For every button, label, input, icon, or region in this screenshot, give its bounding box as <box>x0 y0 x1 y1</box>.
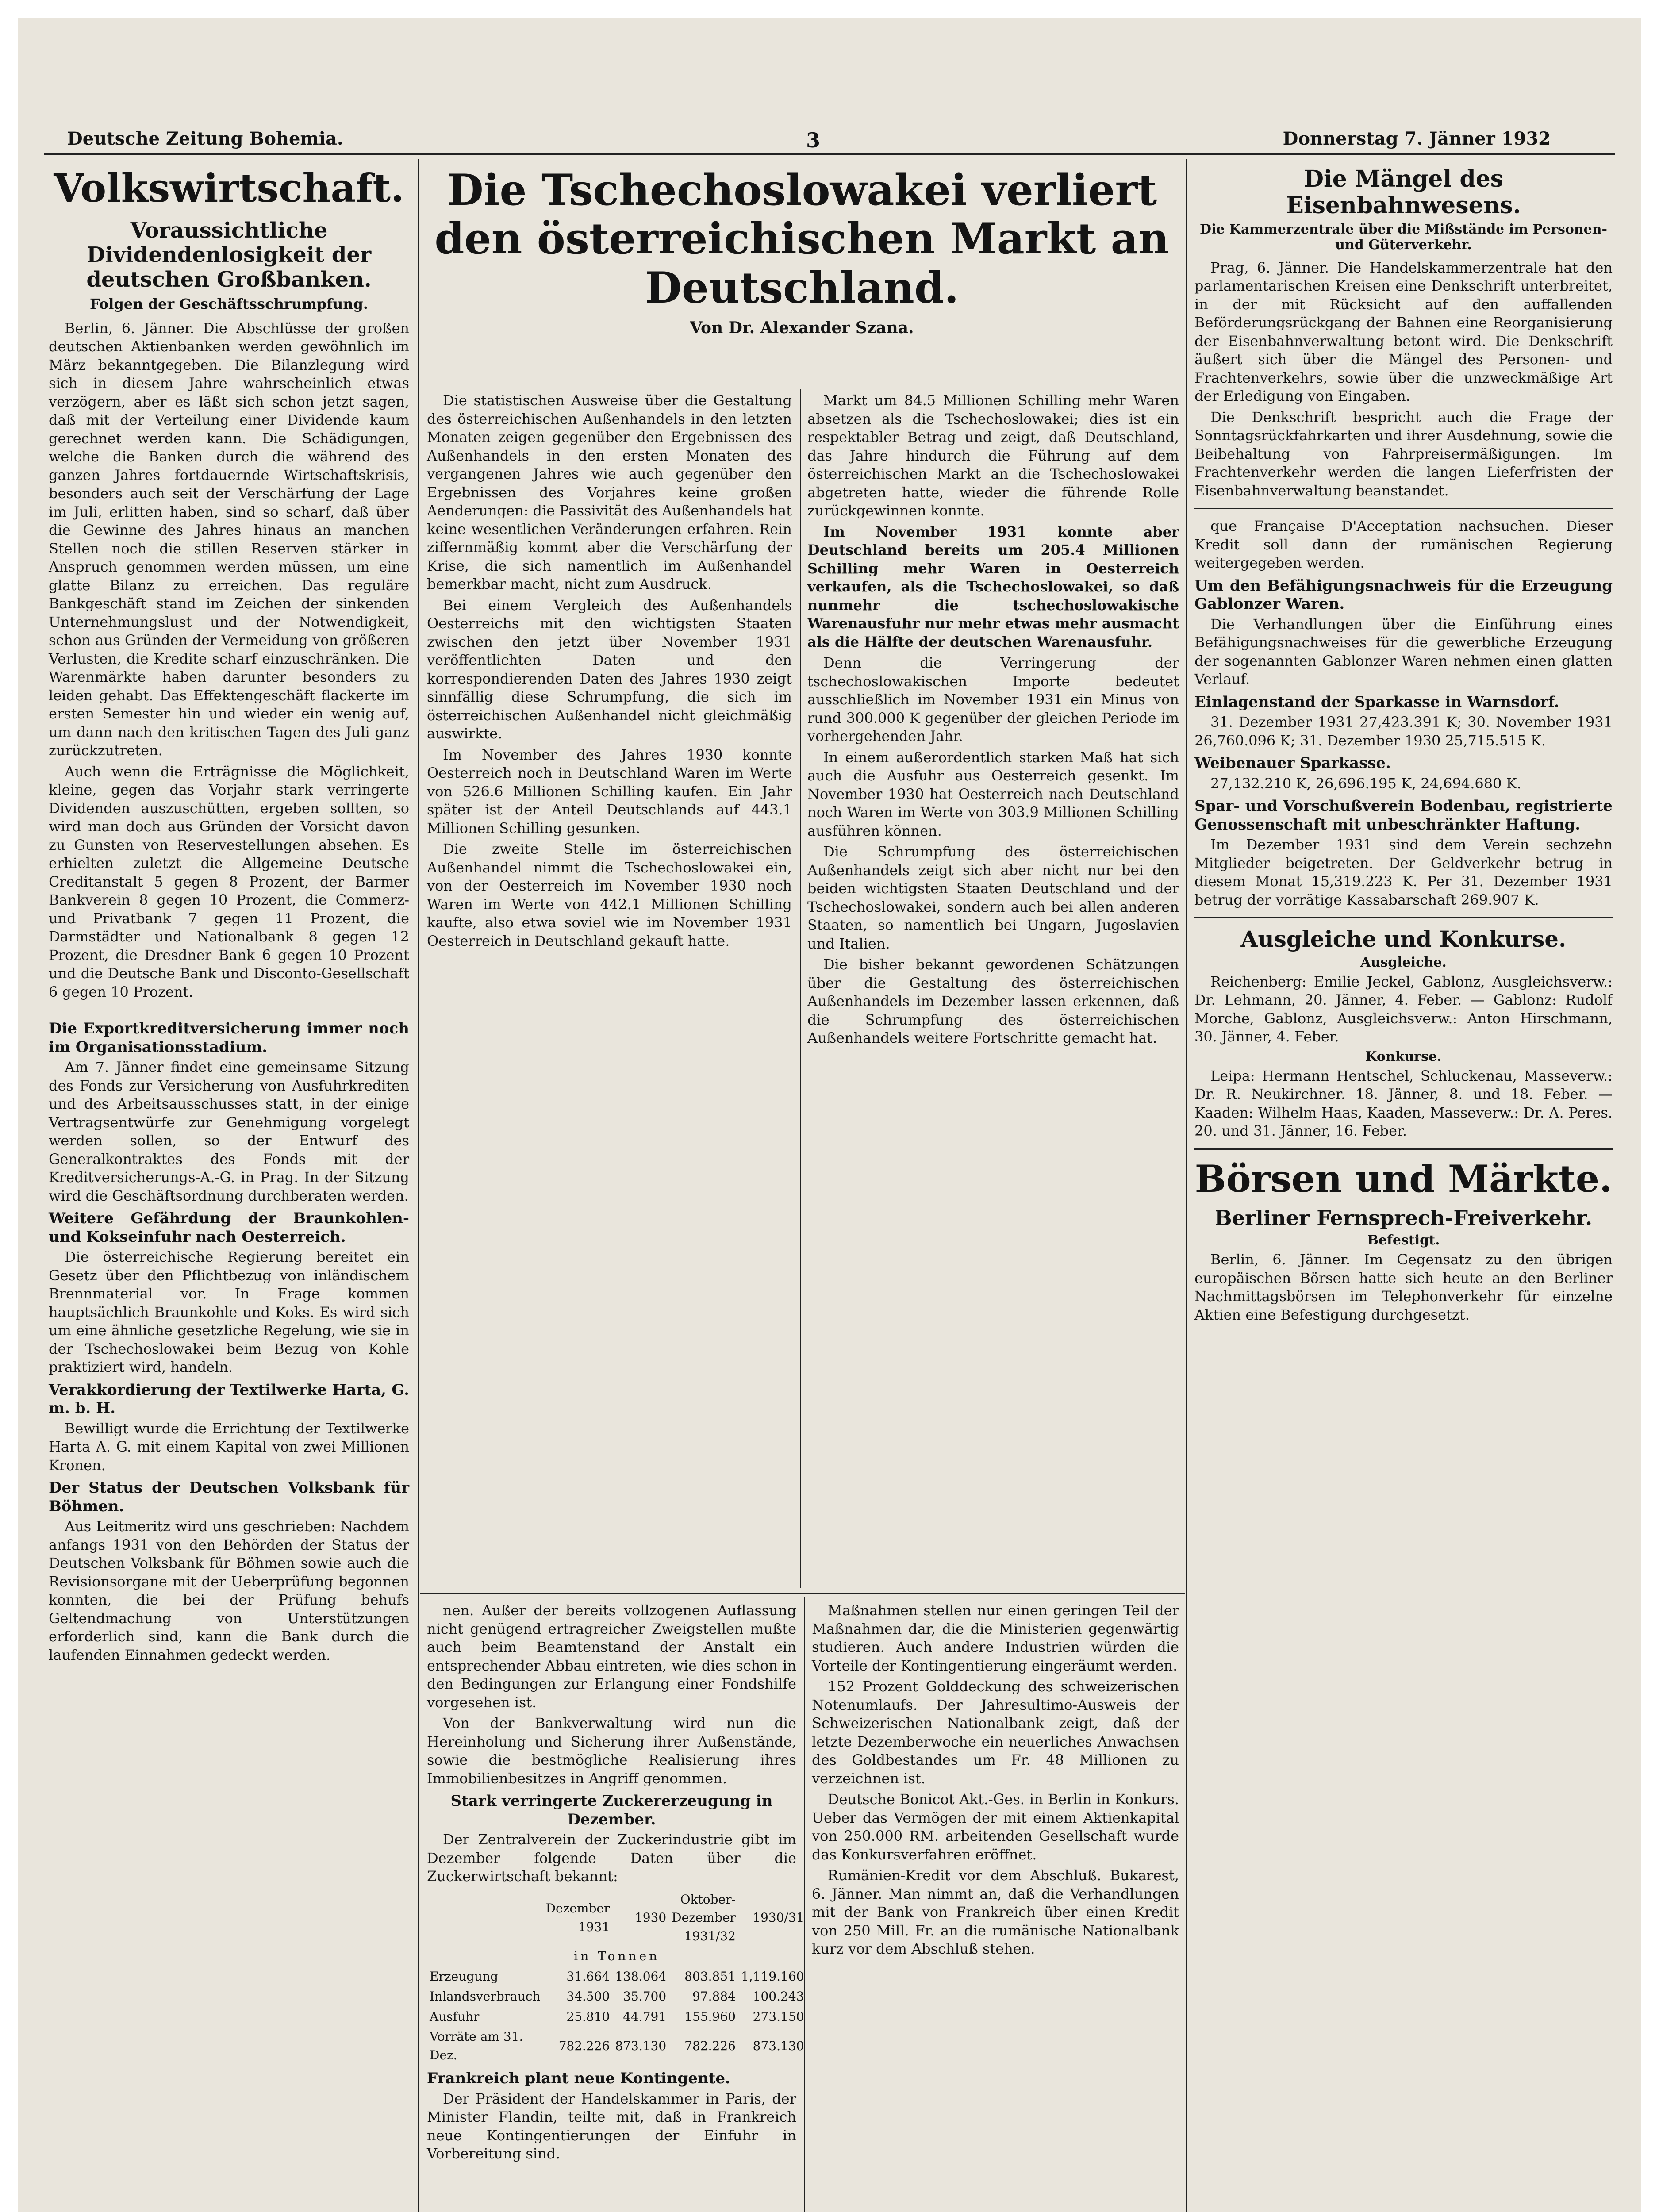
table-cell: Inlandsverbrauch <box>430 1989 541 2004</box>
item-heading: Weitere Gefährdung der Braunkohlen- und Kokseinfuhr nach Oesterreich. <box>49 1210 409 1246</box>
paragraph: Denn die Verringerung der tschechoslowakischen Importe bedeutet ausschließlich im November 1931 ein Minus von rund 300.000 K gegenüber der gleichen Periode im vorhergehenden Jahr. <box>807 654 1179 745</box>
konkurse-text: Leipa: Hermann Hentschel, Schluckenau, Masseverw.: Dr. R. Neukirchner. 18. Jänner, 8. und 18. Feber. — Kaaden: Wilhelm Haas, Kaaden, Masseverw.: Dr. A. Peres. 20. und 31. Jänner, 16. Feber. <box>1194 1067 1613 1140</box>
news-item <box>49 1479 409 1664</box>
table-cell: 97.884 <box>692 1989 736 2004</box>
table-cell: Erzeugung <box>430 1969 499 1984</box>
column-rule-2 <box>1186 159 1187 2212</box>
news-item <box>1194 693 1613 750</box>
table-cell: 782.226 <box>684 2038 736 2053</box>
left-column <box>49 166 409 2212</box>
table-cell: 35.700 <box>623 1989 667 2004</box>
table-header: 1930/31 <box>753 1910 804 1925</box>
middle-column-rule <box>800 389 801 1588</box>
table-cell: 34.500 <box>566 1989 610 2004</box>
section-divider <box>1194 917 1613 918</box>
masthead-left: Deutsche Zeitung Bohemia. <box>67 128 343 149</box>
table-header <box>427 1889 543 1947</box>
paragraph: Im November 1931 konnte aber Deutschland bereits um 205.4 Millionen Schilling mehr Waren in Oesterreich verkaufen, als die Tschechoslowakei, so daß nunmehr die tschechoslowakische Warenausfuhr nur mehr etwas mehr ausmacht als die Hälfte der deutschen Warenausfuhr. <box>807 523 1179 650</box>
eisenbahn-subtitle: Die Kammerzentrale über die Mißstände im Personen- und Güterverkehr. <box>1199 221 1608 253</box>
item-text: Im Dezember 1931 sind dem Verein sechzehn Mitglieder beigetreten. Der Geldverkehr betrug in diesem Monat 15,319.223 K. Per 31. Dezember 1931 betrug der vorrätige Kassabarschaft 269.907 K. <box>1194 836 1613 908</box>
table-cell: Vorräte am 31. Dez. <box>430 2029 523 2062</box>
table-cell: 803.851 <box>684 1969 736 1984</box>
item-text: Am 7. Jänner findet eine gemeinsame Sitzung des Fonds zur Versicherung von Ausfuhrkrediten und des Arbeitsausschusses statt, in der einige Vertragsentwürfe zur Genehmigung vorgelegt werden sollen, so der Entwurf des Generalkontraktes des Fonds mit der Kreditversicherungs-A.-G. in Prag. In der Sitzung wird die Geschäftsordnung durchberaten werden. <box>49 1059 409 1204</box>
table-unit-row <box>427 1946 806 1966</box>
news-item <box>49 1020 409 1205</box>
table-row <box>427 1986 806 2007</box>
paragraph: Die statistischen Ausweise über die Gestaltung des österreichischen Außenhandels in den letzten Monaten zeigen gegenüber den Ergebnissen des Außenhandels in den ersten Monaten des vergangenen Jahres wie auch gegenüber den Ergebnissen des Vorjahres keine großen Aenderungen: die Passivität des Außenhandels hat keine wesentlichen Veränderungen erfahren. Rein ziffernmäßig kommt aber die Verschärfung der Krise, die sich namentlich im Außenhandel bemerkbar macht, nicht zum Ausdruck. <box>427 392 792 592</box>
boersen-title: Börsen und Märkte. <box>1194 1156 1613 1201</box>
paragraph: Die zweite Stelle im österreichischen Außenhandel nimmt die Tschechoslowakei ein, von der Oesterreich im November 1930 noch Waren im Werte von 442.1 Millionen Schilling kaufte, also etwa soviel wie im November 1931 Oesterreich in Deutschland gekauft hatte. <box>427 841 792 949</box>
frankreich-text: Der Präsident der Handelskammer in Paris, der Minister Flandin, teilte mit, daß in Frankreich neue Kontingentierungen der Einfuhr in Vorbereitung sind. <box>427 2090 796 2162</box>
sugar-table <box>427 1889 806 2066</box>
section-divider <box>1194 508 1613 509</box>
zucker-intro: Der Zentralverein der Zuckerindustrie gibt im Dezember folgende Daten über die Zuckerwirtschaft bekannt: <box>427 1831 796 1885</box>
news-item <box>49 1381 409 1475</box>
ausgleiche-text: Reichenberg: Emilie Jeckel, Gablonz, Ausgleichsverw.: Dr. Lehmann, 20. Jänner, 4. Feber. — Gablonz: Rudolf Morche, Gablonz, Ausgleichsverw.: Anton Hirschmann, 30. Jänner, 4. Feber. <box>1194 973 1613 1045</box>
konkurse-subtitle: Konkurse. <box>1365 1048 1442 1064</box>
table-cell: 25.810 <box>566 2009 610 2024</box>
item-text: 27,132.210 K, 26,696.195 K, 24,694.680 K. <box>1210 775 1521 792</box>
main-article-title: Die Tschechoslowakei verliert den österreichischen Markt an Deutschland. <box>434 165 1169 313</box>
paragraph: nen. Außer der bereits vollzogenen Auflassung nicht genügend ertragreicher Zweigstellen mußte auch beim Beamtenstand der Anstalt ein entsprechender Abbau eintreten, wie dies schon in den Bedingungen zur Erlangung einer Fondshilfe vorgesehen ist. <box>427 1602 796 1711</box>
table-header: 1930 <box>634 1910 667 1925</box>
right-column <box>1194 166 1613 2212</box>
table-cell: 44.791 <box>623 2009 667 2024</box>
item-heading: Spar- und Vorschußverein Bodenbau, registrierte Genossenschaft mit unbeschränkter Haftung. <box>1194 797 1613 833</box>
eisenbahn-title: Die Mängel des Eisenbahnwesens. <box>1286 165 1521 219</box>
item-heading: Weibenauer Sparkasse. <box>1194 754 1391 772</box>
paragraph: Die bisher bekannt gewordenen Schätzungen über die Gestaltung des österreichischen Außenhandels im Dezember lassen erkennen, daß die Schrumpfung des österreichischen Außenhandels weitere Fortschritte gemacht hat. <box>807 956 1179 1046</box>
item-text: Bewilligt wurde die Errichtung der Textilwerke Harta A. G. mit einem Kapital von zwei Millionen Kronen. <box>49 1420 409 1474</box>
paragraph: Von der Bankverwaltung wird nun die Hereinholung und Sicherung ihrer Außenstände, sowie die bestmögliche Realisierung ihres Immobilienbesitzes in Angriff genommen. <box>427 1715 796 1787</box>
table-header: Oktober-Dezember 1931/32 <box>672 1892 736 1943</box>
table-row <box>427 2007 806 2027</box>
item-text: Die österreichische Regierung bereitet ein Gesetz über den Pflichtbezug von inländischem Brennmaterial vor. In Frage kommen hauptsächlich Braunkohle und Koks. Es wird sich um eine ähnliche gesetzliche Regelung, wie sie in der Tschechoslowakei beim Bezug von Kohle praktiziert wird, handeln. <box>49 1248 409 1376</box>
paragraph: 152 Prozent Golddeckung des schweizerischen Notenumlaufs. Der Jahresultimo-Ausweis der Schweizerischen Nationalbank zeigt, daß der letzte Dezemberwoche ein neuerliches Anwachsen des Goldbestandes um Fr. 48 Millionen zu verzeichnen ist. <box>812 1678 1179 1787</box>
news-item <box>49 1210 409 1377</box>
item-text: Die Verhandlungen über die Einführung eines Befähigungsnachweises für die gewerbliche Erzeugung der sogenannten Gablonzer Waren nehmen einen glatten Verlauf. <box>1194 615 1613 688</box>
paragraph: Maßnahmen stellen nur einen geringen Teil der Maßnahmen dar, die die Ministerien gegenwärtig studieren. Auch andere Industrien würden die Vorteile der Kontingentierung eingeräumt werden. <box>812 1602 1179 1674</box>
table-header-row <box>427 1889 806 1947</box>
frankreich-heading: Frankreich plant neue Kontingente. <box>427 2070 730 2087</box>
news-item <box>1194 754 1613 793</box>
page-number: 3 <box>806 128 821 152</box>
item-heading: Verakkordierung der Textilwerke Harta, G. m. b. H. <box>49 1381 409 1417</box>
item-text: 31. Dezember 1931 27,423.391 K; 30. November 1931 26,760.096 K; 31. Dezember 1930 25,715.515 K. <box>1194 714 1613 749</box>
section-divider <box>1194 1148 1613 1150</box>
table-row <box>427 1966 806 1987</box>
news-item <box>1194 797 1613 909</box>
paragraph: Berlin, 6. Jänner. Die Abschlüsse der großen deutschen Aktienbanken werden gewöhnlich im März bekanntgegeben. Die Bilanzlegung wird sich in diesem Jahre wahrscheinlich etwas verzögern, aber es läßt sich schon jetzt sagen, daß mit der Verteilung einer Dividende kaum gerechnet werden kann. Die Schädigungen, welche die Banken durch die während des ganzen Jahres fortdauernde Wirtschaftskrisis, besonders auch seit der Verschärfung der Lage im Juli, erlitten haben, sind so scharf, daß über die Gewinne des Jahres hinaus an manchen Stellen noch die stillen Reserven stärker in Anspruch genommen werden müssen, um eine glatte Bilanz zu erreichen. Das reguläre Bankgeschäft stand im Zeichen der sinkenden Unternehmungslust und der Notwendigkeit, schon aus Gründen der Vermeidung von größeren Verlusten, die Kredite scharf einzuschränken. Die Warenmärkte haben darunter besonders zu leiden gehabt. Das Effektengeschäft flackerte im ersten Semester hin und wieder ein wenig auf, um dann nach den kritischen Tagen des Juli ganz zurückzutreten. <box>49 319 409 759</box>
item-text: Aus Leitmeritz wird uns geschrieben: Nachdem anfangs 1931 von den Behörden der Status der Deutschen Volksbank für Böhmen sowie auch die Revisionsorgane mit der Ueberprüfung begonnen konnten, die bei der Prüfung behufs Geltendmachung von Unterstützungen erforderlich sind, kann die Bank durch die laufenden Einnahmen gedeckt werden. <box>49 1518 409 1663</box>
fernsprech-subtitle: Befestigt. <box>1367 1233 1440 1248</box>
item-heading: Der Status der Deutschen Volksbank für Böhmen. <box>49 1479 409 1515</box>
paragraph: In einem außerordentlich starken Maß hat sich auch die Ausfuhr aus Oesterreich gesenkt. Im November 1930 hat Oesterreich nach Deutschland noch Waren im Werte von 303.9 Millionen Schilling ausführen können. <box>807 749 1179 839</box>
main-article-column-1 <box>427 392 792 1586</box>
table-cell: Ausfuhr <box>430 2009 480 2024</box>
paragraph: Im November des Jahres 1930 konnte Oesterreich noch in Deutschland Waren im Werte von 526.6 Millionen Schilling kaufen. Ein Jahr später ist der Anteil Deutschlands auf 443.1 Millionen Schilling gesunken. <box>427 746 792 837</box>
ausgleiche-title: Ausgleiche und Konkurse. <box>1240 926 1567 952</box>
eisenbahn-body <box>1194 259 1613 910</box>
paragraph: Markt um 84.5 Millionen Schilling mehr Waren absetzen als die Tschechoslowakei; dies ist ein respektabler Betrag und zeigt, daß Deutschland, das Jahre hindurch die Führung auf dem österreichischen Markt an die Tschechoslowakei abgetreten hatte, wieder die führende Rolle zurückgewinnen konnte. <box>807 392 1179 519</box>
table-cell: 873.130 <box>753 2038 804 2053</box>
paragraph: Auch wenn die Erträgnisse die Möglichkeit, kleine, gegen das Vorjahr stark verringerte Dividenden auszuschütten, ergeben sollten, so wird man doch aus Gründen der Vorsicht davon zu Gunsten von Reservestellungen absehen. Es erhielten zuletzt die Allgemeine Deutsche Creditanstalt 5 gegen 8 Prozent, der Barmer Bankverein 8 gegen 10 Prozent, die Commerz- und Privatbank 7 gegen 11 Prozent, die Darmstädter und Nationalbank 8 gegen 12 Prozent, die Dresdner Bank 6 gegen 10 Prozent und die Deutsche Bank und Disconto-Gesellschaft 6 gegen 10 Prozent. <box>49 763 409 1000</box>
table-row <box>427 2027 806 2065</box>
newspaper-page <box>18 18 1641 2212</box>
table-cell: 782.226 <box>558 2038 610 2053</box>
ausgleiche-subtitle: Ausgleiche. <box>1360 954 1447 970</box>
table-cell: 138.064 <box>615 1969 667 1984</box>
table-cell: 100.243 <box>753 1989 804 2004</box>
lower-middle-column-1 <box>427 1601 804 2212</box>
paragraph: Deutsche Bonicot Akt.-Ges. in Berlin in Konkurs. Ueber das Vermögen der mit einem Aktienkapital von 250.000 RM. arbeitenden Gesellschaft wurde das Konkursverfahren eröffnet. <box>812 1791 1179 1863</box>
main-article-author: Von Dr. Alexander Szana. <box>690 319 914 338</box>
item-heading: Die Exportkreditversicherung immer noch im Organisationsstadium. <box>49 1020 409 1056</box>
table-header: Dezember 1931 <box>545 1901 610 1934</box>
paragraph: que Française D'Acceptation nachsuchen. Dieser Kredit soll dann der rumänischen Regierung weitergegeben werden. <box>1194 518 1613 572</box>
section-title: Volkswirtschaft. <box>54 165 404 211</box>
article-title: Voraussichtliche Dividendenlosigkeit der deutschen Großbanken. <box>86 218 372 292</box>
table-cell: 31.664 <box>566 1969 610 1984</box>
paragraph: Rumänien-Kredit vor dem Abschluß. Bukarest, 6. Jänner. Man nimmt an, daß die Verhandlungen mit der Bank von Frankreich über einen Kredit von 250 Mill. Fr. an die rumänische Nationalbank kurz vor dem Abschluß stehen. <box>812 1867 1179 1957</box>
item-heading: Einlagenstand der Sparkasse in Warnsdorf. <box>1194 693 1559 711</box>
fernsprech-text: Berlin, 6. Jänner. Im Gegensatz zu den übrigen europäischen Börsen hatte sich heute an den Berliner Nachmittagsbörsen im Telephonverkehr für einzelne Aktien eine Befestigung durchgesetzt. <box>1194 1251 1613 1323</box>
lower-middle-column-2 <box>812 1601 1179 2212</box>
table-unit: in Tonnen <box>574 1949 660 1963</box>
zucker-heading: Stark verringerte Zuckererzeugung in Dezember. <box>450 1792 773 1828</box>
table-cell: 273.150 <box>753 2009 804 2024</box>
table-cell: 1,119.160 <box>741 1969 804 1984</box>
main-article-column-2 <box>807 392 1179 1586</box>
masthead-date: Donnerstag 7. Jänner 1932 <box>1283 128 1551 149</box>
table-cell: 155.960 <box>684 2009 736 2024</box>
article-subtitle: Folgen der Geschäftsschrumpfung. <box>89 295 369 312</box>
column-rule-1 <box>418 159 419 2212</box>
middle-divider <box>420 1593 1185 1594</box>
article-body <box>49 319 409 1665</box>
fernsprech-title: Berliner Fernsprech-Freiverkehr. <box>1214 1206 1593 1230</box>
item-heading: Um den Befähigungsnachweis für die Erzeugung Gablonzer Waren. <box>1194 576 1613 613</box>
paragraph: Bei einem Vergleich des Außenhandels Oesterreichs mit den wichtigsten Staaten zwischen den jetzt über November 1931 veröffentlichten Daten und den korrespondierenden Daten des Jahres 1930 zeigt sinnfällig diese Schrumpfung, die sich im österreichischen Außenhandel nicht gleichmäßig auswirkte. <box>427 596 792 742</box>
main-article-header <box>425 166 1179 387</box>
paragraph: Die Schrumpfung des österreichischen Außenhandels zeigt sich aber nicht nur bei den beiden wichtigsten Staaten Deutschland und der Tschechoslowakei, sondern auch bei allen anderen Staaten, so namentlich bei Ungarn, Jugoslavien und Italien. <box>807 843 1179 952</box>
paragraph: Die Denkschrift bespricht auch die Frage der Sonntagsrückfahrkarten und ihrer Ausdehnung, sowie die Beibehaltung von Fahrpreisermäßigungen. Im Frachtenverkehr werden die langen Lieferfristen der Eisenbahnverwaltung beanstandet. <box>1194 408 1613 499</box>
header-rule <box>44 153 1615 155</box>
news-item <box>1194 577 1613 689</box>
table-cell: 873.130 <box>615 2038 667 2053</box>
paragraph: Prag, 6. Jänner. Die Handelskammerzentrale hat den parlamentarischen Kreisen eine Denkschrift unterbreitet, in der mit Rücksicht auf den auffallenden Beförderungsrückgang der Bahnen eine Reorganisierung der Eisenbahnverwaltung betont wird. Die Denkschrift äußert sich über die Mängel des Personen- und Frachtenverkehrs, sowie über die unzweckmäßige Art der Erledigung von Eingaben. <box>1194 259 1613 405</box>
